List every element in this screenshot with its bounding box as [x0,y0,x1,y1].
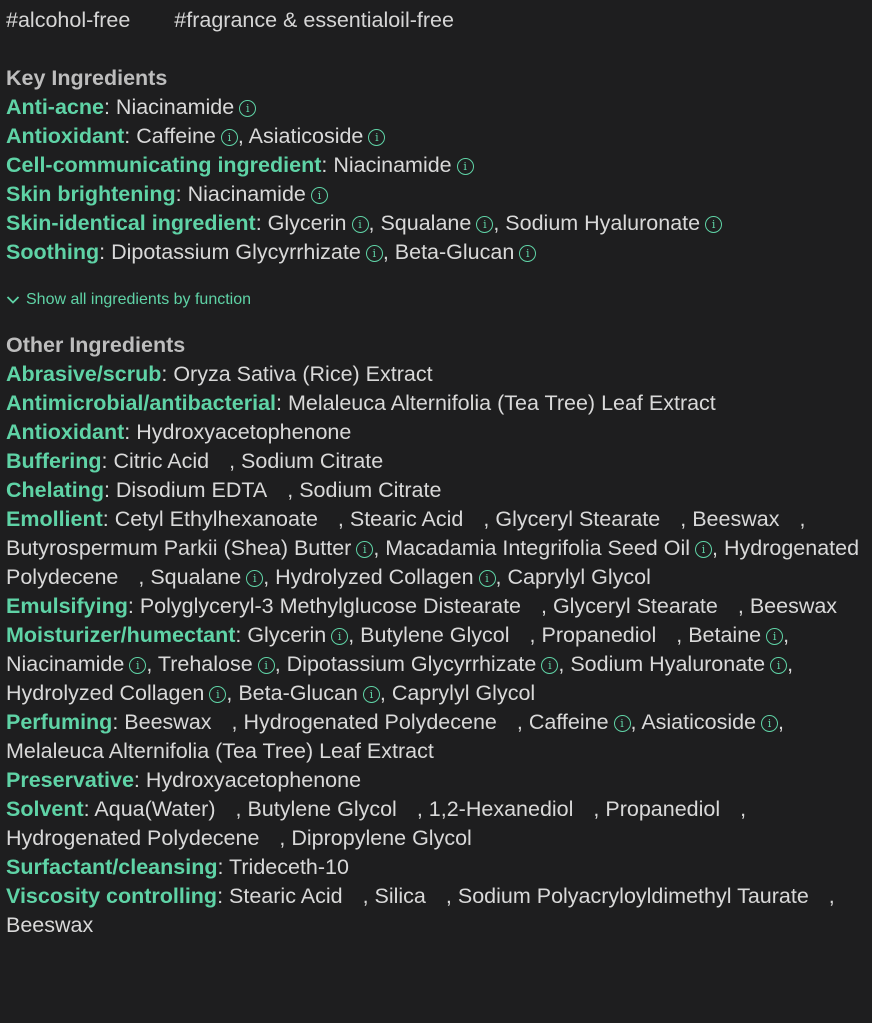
separator: , [737,594,750,618]
ingredient-link[interactable]: Hydroxyacetophenone [136,420,352,444]
info-icon[interactable]: i [258,657,275,674]
tag-list [6,6,866,35]
separator: : [235,623,248,647]
ingredient-link[interactable]: Hydrolyzed Collagen [275,565,474,589]
ingredient-link[interactable]: Butylene Glycol [247,797,397,821]
info-icon[interactable]: i [695,541,712,558]
key-ingredients-title: Key Ingredients [6,66,168,90]
function-name[interactable]: Antimicrobial/antibacterial [6,391,277,415]
ingredient-link[interactable]: Melaleuca Alternifolia (Tea Tree) Leaf Extract [287,391,716,415]
ingredient-link[interactable]: Caffeine [528,710,609,734]
info-icon[interactable]: i [363,686,380,703]
ingredient-link[interactable]: Beeswax [749,594,838,618]
separator: : [217,855,230,879]
separator: , [279,826,292,850]
separator: , [558,652,571,676]
ingredient-link[interactable]: Asiaticoside [641,710,757,734]
ingredient-link[interactable]: Sodium Citrate [241,449,384,473]
separator: : [103,478,116,502]
ingredient-link[interactable]: Squalane [150,565,242,589]
ingredient-link[interactable]: Hydrogenated Polydecene [6,826,260,850]
info-icon[interactable]: i [770,657,787,674]
separator: , [373,536,386,560]
ingredient-link[interactable]: Beta-Glucan [394,240,515,264]
info-icon[interactable]: i [129,657,146,674]
separator: , [235,797,248,821]
function-name[interactable]: Surfactant/cleansing [6,855,218,879]
ingredient-link[interactable]: Hydrogenated Polydecene [243,710,497,734]
ingredient-link[interactable]: Trehalose [157,652,253,676]
separator: : [83,797,95,821]
info-icon[interactable]: i [311,187,328,204]
info-icon[interactable]: i [209,686,226,703]
separator: , [274,652,287,676]
function-name[interactable]: Emulsifying [6,594,128,618]
ingredient-link[interactable]: Squalane [380,211,472,235]
ingredient-link[interactable]: Caprylyl Glycol [391,681,536,705]
separator: , [445,884,458,908]
function-row [6,853,866,882]
ingredient-link[interactable]: Beeswax [692,507,780,531]
separator: , [229,449,242,473]
separator: , [416,797,429,821]
function-row [6,766,866,795]
ingredient-link[interactable]: Niacinamide [115,95,235,119]
ingredient-link[interactable]: Beta-Glucan [238,681,358,705]
info-icon[interactable]: i [476,216,493,233]
separator: : [103,95,116,119]
separator: , [778,710,785,734]
other-ingredients-list [6,360,866,940]
ingredient-link[interactable]: Propanediol [605,797,721,821]
other-ingredients-title: Other Ingredients [6,333,186,357]
info-icon[interactable]: i [766,628,783,645]
show-all-button[interactable] [6,289,866,311]
ingredient-link[interactable]: Niacinamide [187,182,306,206]
ingredient-link[interactable]: Butylene Glycol [360,623,510,647]
ingredient-link[interactable]: Beeswax [124,710,212,734]
chevron-down-icon [6,295,20,305]
separator: : [276,391,288,415]
function-name[interactable]: Antioxidant [6,420,125,444]
separator: , [146,652,158,676]
separator: : [127,594,140,618]
function-row [6,389,866,418]
separator: , [541,594,553,618]
function-name[interactable]: Perfuming [6,710,113,734]
function-name[interactable]: Buffering [6,449,102,473]
separator: : [175,182,188,206]
separator: , [138,565,151,589]
ingredient-link[interactable]: Dipotassium Glycyrrhizate [286,652,537,676]
info-icon[interactable]: i [352,216,369,233]
separator: , [231,710,244,734]
function-row [6,93,866,122]
separator: , [495,565,508,589]
separator: , [226,681,239,705]
separator: , [676,623,689,647]
ingredient-link[interactable]: Dipotassium Glycyrrhizate [111,240,361,264]
ingredient-link[interactable]: Butyrospermum Parkii (Shea) Butter [6,536,352,560]
function-row [6,418,866,447]
separator: , [799,507,806,531]
info-icon[interactable]: i [614,715,631,732]
separator: : [161,362,174,386]
separator: , [348,623,361,647]
function-row [6,476,866,505]
ingredient-link[interactable]: Oryza Sativa (Rice) Extract [173,362,433,386]
ingredient-link[interactable]: Macadamia Integrifolia Seed Oil [385,536,691,560]
ingredient-link[interactable]: Hydroxyacetophenone [145,768,362,792]
ingredient-link[interactable]: Propanediol [541,623,657,647]
function-name[interactable]: Skin-identical ingredient [6,211,256,235]
function-name[interactable]: Skin brightening [6,182,176,206]
separator: , [783,623,790,647]
info-icon[interactable]: i [246,570,263,587]
separator: , [712,536,724,560]
info-icon[interactable]: i [239,100,256,117]
function-name[interactable]: Soothing [6,240,100,264]
info-icon[interactable]: i [705,216,722,233]
separator: : [321,153,334,177]
ingredient-link[interactable]: Sodium Polyacryloyldimethyl Taurate [457,884,809,908]
separator: : [217,884,230,908]
separator: , [237,124,249,148]
info-icon[interactable]: i [761,715,778,732]
ingredient-link[interactable]: Trideceth-10 [229,855,349,879]
ingredient-link[interactable]: Caprylyl Glycol [507,565,651,589]
separator: : [112,710,125,734]
ingredient-link[interactable]: Melaleuca Alternifolia (Tea Tree) Leaf Extract [6,739,434,763]
separator: , [828,884,835,908]
separator: , [630,710,642,734]
ingredient-link[interactable]: Niacinamide [333,153,452,177]
ingredient-link[interactable]: Sodium Hyaluronate [570,652,766,676]
function-row [6,151,866,180]
separator: , [368,211,381,235]
ingredient-link[interactable]: Glycerin [267,211,347,235]
separator: , [740,797,747,821]
function-name[interactable]: Emollient [6,507,103,531]
function-row [6,592,866,621]
ingredient-link[interactable]: Betaine [688,623,762,647]
function-name[interactable]: Anti-acne [6,95,104,119]
function-name[interactable]: Moisturizer/humectant [6,623,236,647]
function-row [6,447,866,476]
function-row [6,122,866,151]
ingredient-link[interactable]: Hydrogenated Polydecene [6,536,860,589]
separator: : [124,124,137,148]
function-name[interactable]: Cell-communicating ingredient [6,153,322,177]
separator: : [124,420,137,444]
key-ingredients-list [6,93,866,267]
info-icon[interactable]: i [479,570,496,587]
separator: , [362,884,375,908]
separator: : [102,507,115,531]
function-row [6,360,866,389]
ingredient-link[interactable]: Caffeine [136,124,216,148]
function-row [6,621,866,708]
separator: : [99,240,112,264]
ingredient-link[interactable]: Dipropylene Glycol [291,826,472,850]
separator: , [787,652,794,676]
function-row [6,795,866,853]
info-icon[interactable]: i [221,129,238,146]
function-row [6,882,866,940]
info-icon[interactable]: i [457,158,474,175]
ingredient-link[interactable]: Silica [374,884,426,908]
ingredient-link[interactable]: Glyceryl Stearate [552,594,718,618]
info-icon[interactable]: i [368,129,385,146]
ingredient-link[interactable]: Niacinamide [6,652,125,676]
function-row [6,238,866,267]
separator: , [379,681,392,705]
ingredient-link[interactable]: Asiaticoside [248,124,364,148]
ingredient-link[interactable]: Glyceryl Stearate [495,507,661,531]
ingredient-link[interactable]: Hydrolyzed Collagen [6,681,205,705]
separator: , [483,507,496,531]
ingredient-link[interactable]: Aqua(Water) [94,797,216,821]
info-icon[interactable]: i [356,541,373,558]
info-icon[interactable]: i [331,628,348,645]
separator: , [516,710,529,734]
tag-alcohol-free[interactable]: #alcohol-free [6,8,131,32]
ingredient-link[interactable]: Stearic Acid [349,507,464,531]
ingredient-link[interactable]: Sodium Hyaluronate [505,211,701,235]
function-row [6,505,866,592]
ingredient-link[interactable]: Beeswax [6,913,94,937]
separator: , [593,797,606,821]
ingredient-link[interactable]: Disodium EDTA [115,478,268,502]
separator: , [493,211,506,235]
function-name[interactable]: Preservative [6,768,134,792]
ingredient-link[interactable]: Citric Acid [113,449,210,473]
show-all-label: Show all ingredients by function [26,291,252,308]
separator: , [529,623,542,647]
info-icon[interactable]: i [541,657,558,674]
separator: , [337,507,350,531]
function-row [6,209,866,238]
ingredient-link[interactable]: Sodium Citrate [299,478,442,502]
function-name[interactable]: Chelating [6,478,104,502]
ingredient-link[interactable]: Stearic Acid [229,884,343,908]
info-icon[interactable]: i [366,245,383,262]
ingredient-link[interactable]: Polyglyceryl-3 Methylglucose Distearate [139,594,521,618]
function-name[interactable]: Abrasive/scrub [6,362,162,386]
ingredient-link[interactable]: Glycerin [247,623,327,647]
function-name[interactable]: Viscosity controlling [6,884,218,908]
separator: , [263,565,276,589]
ingredient-link[interactable]: Cetyl Ethylhexanoate [114,507,318,531]
ingredient-link[interactable]: 1,2-Hexanediol [428,797,574,821]
function-row [6,708,866,766]
separator: : [255,211,268,235]
separator: : [133,768,146,792]
function-name[interactable]: Antioxidant [6,124,125,148]
info-icon[interactable]: i [519,245,536,262]
separator: , [680,507,693,531]
separator: , [287,478,300,502]
function-name[interactable]: Solvent [6,797,84,821]
function-row [6,180,866,209]
separator: , [382,240,395,264]
separator: : [101,449,114,473]
tag-fragrance-free[interactable]: #fragrance & essentialoil-free [174,8,454,32]
